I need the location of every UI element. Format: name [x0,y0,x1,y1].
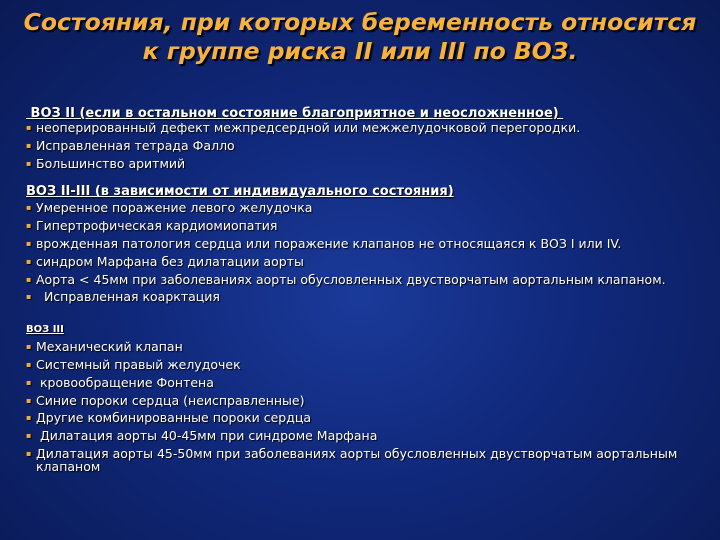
list-item [26,121,700,135]
list-item [26,290,700,304]
list-item-text: кровообращение Фонтена [36,374,214,390]
slide-title: Состояния, при которых беременность относится к группе риска II или III по ВОЗ. [23,8,697,65]
square-bullet-icon: ▪ [26,342,32,352]
list-item [26,201,700,215]
list-item-text: Умеренное поражение левого желудочка [36,200,313,216]
square-bullet-icon: ▪ [26,395,32,405]
list-item-text: Исправленная коарктация [36,289,220,305]
slide-content [26,106,700,478]
list-item-text: Системный правый желудочек [36,356,241,372]
list-item [26,376,700,390]
square-bullet-icon: ▪ [26,413,32,423]
list-who-2 [26,121,700,170]
square-bullet-icon: ▪ [26,158,32,168]
list-item-text: Гипертрофическая кардиомиопатия [36,218,278,234]
list-item [26,411,700,425]
list-item [26,219,700,233]
square-bullet-icon: ▪ [26,292,32,302]
list-item [26,447,700,474]
list-item-text: синдром Марфана без дилатации аорты [36,253,304,269]
list-item [26,157,700,171]
list-item [26,273,700,287]
list-item [26,139,700,153]
square-bullet-icon: ▪ [26,448,32,458]
list-item-text: неоперированный дефект межпредсердной или межжелудочковой перегородки. [36,120,581,135]
square-bullet-icon: ▪ [26,274,32,284]
square-bullet-icon: ▪ [26,377,32,387]
square-bullet-icon: ▪ [26,123,32,132]
list-item [26,358,700,372]
square-bullet-icon: ▪ [26,203,32,213]
spacer [26,174,700,184]
list-item [26,394,700,408]
section-heading-who-3: ВОЗ III [26,324,64,336]
list-who-3 [26,340,700,474]
list-item [26,237,700,251]
section-heading-who-2: ВОЗ II (если в остальном состояние благоприятное и неосложненное) [26,106,564,121]
spacer [26,308,700,322]
square-bullet-icon: ▪ [26,256,32,266]
list-item-text: Исправленная тетрада Фалло [36,137,235,153]
list-item-text: Другие комбинированные пороки сердца [36,410,312,426]
list-item-text: Синие пороки сердца (неисправленные) [36,392,305,408]
list-item [26,340,700,354]
list-item-text: врожденная патология сердца или поражение клапанов не относящаяся к ВОЗ I или IV. [36,235,622,251]
list-item-text: Большинство аритмий [36,155,186,171]
list-item-text: Дилатация аорты 45-50мм при заболеваниях аорты обусловленных двустворчатым аортальным клапаном [36,445,678,475]
square-bullet-icon: ▪ [26,431,32,441]
list-who-2-3 [26,201,700,303]
list-item-text: Дилатация аорты 40-45мм при синдроме Марфана [36,428,378,444]
square-bullet-icon: ▪ [26,221,32,231]
list-item [26,255,700,269]
square-bullet-icon: ▪ [26,238,32,248]
section-heading-who-2-3: ВОЗ II-III (в зависимости от индивидуального состояния) [26,184,454,200]
square-bullet-icon: ▪ [26,359,32,369]
list-item-text: Механический клапан [36,339,183,355]
list-item-text: Аорта < 45мм при заболеваниях аорты обусловленных двустворчатым аортальным клапаном. [36,271,666,287]
list-item [26,429,700,443]
square-bullet-icon: ▪ [26,140,32,150]
